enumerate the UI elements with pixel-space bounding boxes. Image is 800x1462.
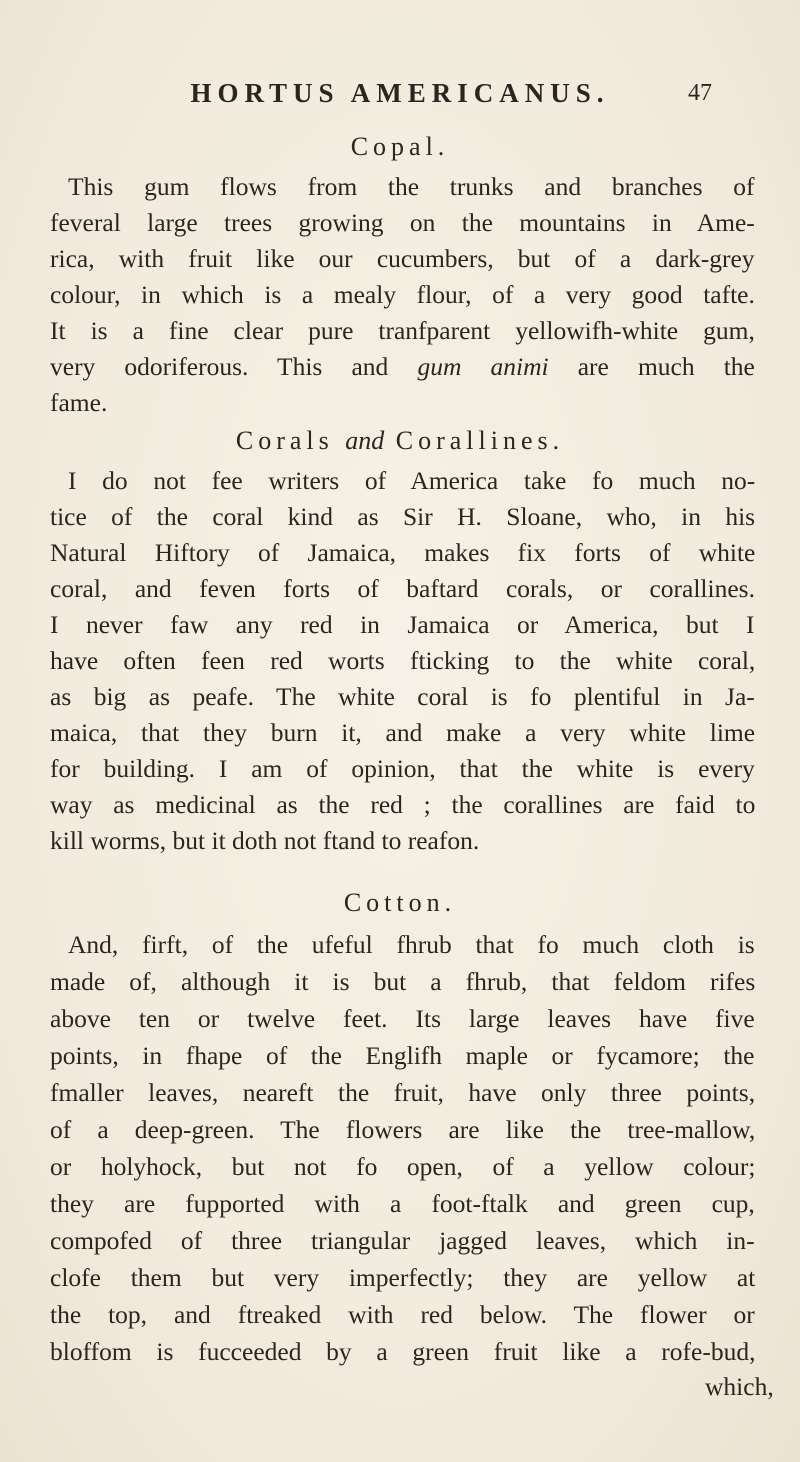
italic-term: gum animi — [417, 352, 549, 381]
text-line: maica, that they burn it, and make a very white lime — [50, 718, 756, 747]
text-line: points, in fhape of the Englifh maple or fycamore; the — [50, 1041, 755, 1070]
text-line: Natural Hiftory of Jamaica, makes fix forts of white — [50, 538, 756, 567]
text-line: I do not fee writers of America take fo much no- — [68, 466, 756, 495]
catchword: which, — [705, 1372, 774, 1401]
page-number: 47 — [688, 80, 712, 106]
heading-text: Corallines. — [384, 426, 565, 455]
running-head: HORTUS AMERICANUS. — [190, 78, 610, 108]
text-line: as big as peafe. The white coral is fo plentiful in Ja- — [50, 682, 755, 711]
text-line: coral, and feven forts of baftard corals, or corallines. — [50, 574, 755, 603]
text-line: I never faw any red in Jamaica or America, but I — [50, 610, 755, 639]
text-line: compofed of three triangular jagged leaves, which in- — [50, 1226, 755, 1255]
text-line: for building. I am of opinion, that the white is every — [50, 754, 755, 783]
text-line: fmaller leaves, neareft the fruit, have only three points, — [50, 1078, 756, 1107]
text-line: And, firft, of the ufeful fhrub that fo much cloth is — [68, 930, 755, 959]
text-line: made of, although it is but a fhrub, that feldom rifes — [50, 967, 756, 996]
heading-text: Corals — [235, 426, 346, 455]
heading-conjunction: and — [345, 426, 385, 455]
text-line: It is a fine clear pure tranfparent yellowifh-white gum, — [50, 316, 755, 345]
text-line: of a deep-green. The flowers are like the tree-mallow, — [50, 1115, 756, 1144]
text-line: kill worms, but it doth not ftand to reafon. — [50, 826, 480, 855]
text-line: rica, with fruit like our cucumbers, but of a dark-grey — [50, 244, 755, 273]
text-line: bloffom is fucceeded by a green fruit like a rofe-bud, — [50, 1337, 756, 1366]
text-line: very odoriferous. This and gum animi are much the — [50, 352, 755, 381]
text-line: have often feen red worts fticking to the white coral, — [50, 646, 756, 675]
text-line: This gum flows from the trunks and branches of — [68, 172, 755, 201]
section-heading-cotton: Cotton. — [343, 888, 457, 917]
text-line: tice of the coral kind as Sir H. Sloane, who, in his — [50, 502, 756, 531]
section-heading-copal: Copal. — [350, 132, 450, 161]
text-line: they are fupported with a foot-ftalk and green cup, — [50, 1189, 755, 1218]
text-line: fame. — [50, 388, 108, 417]
text-line: the top, and ftreaked with red below. The flower or — [50, 1300, 755, 1329]
text-line: feveral large trees growing on the mountains in Ame- — [50, 208, 755, 237]
text-line: colour, in which is a mealy flour, of a very good tafte. — [50, 280, 755, 309]
text-line: clofe them but very imperfectly; they are yellow at — [50, 1263, 756, 1292]
text-line: above ten or twelve feet. Its large leaves have five — [50, 1004, 755, 1033]
text-line: way as medicinal as the red ; the corallines are faid to — [50, 790, 756, 819]
text-line: or holyhock, but not fo open, of a yellow colour; — [50, 1152, 756, 1181]
section-heading-corals — [0, 426, 800, 456]
